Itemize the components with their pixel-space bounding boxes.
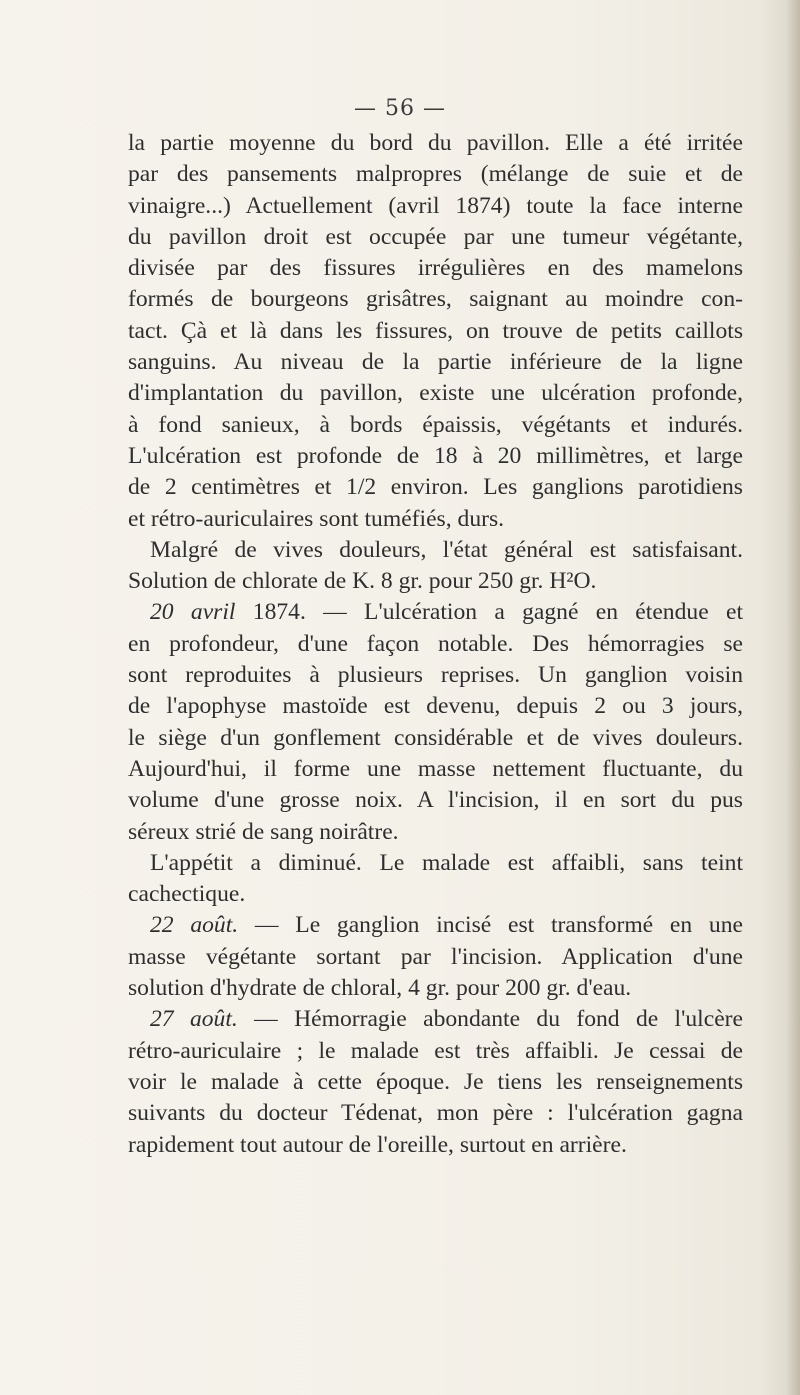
text-line: suivants du docteur Tédenat, mon père : l'ulcération gagna [128,1100,743,1127]
text-line: tact. Çà et là dans les fissures, on trouve de petits caillots [128,317,743,344]
text-line: rapidement tout autour de l'oreille, surtout en arrière. [128,1131,627,1158]
text-line: la partie moyenne du bord du pavillon. Elle a été irritée [128,130,743,156]
text-line: de l'apophyse mastoïde est devenu, depuis 2 ou 3 jours, [128,693,743,720]
text-line: en profondeur, d'une façon notable. Des hémorragies se [128,630,743,657]
text-line: 22 août. — Le ganglion incisé est transformé en une [150,912,743,939]
text-line: par des pansements malpropres (mélange de suie et de [128,161,743,188]
text-line: voir le malade à cette époque. Je tiens les renseignements [128,1068,743,1095]
paragraph-1 [128,128,743,535]
text-line: du pavillon droit est occupée par une tumeur végétante, [128,223,743,250]
paragraph-2 [128,535,743,598]
text-line: Malgré de vives douleurs, l'état général est satisfaisant. [150,536,743,563]
text-line: à fond sanieux, à bords épaissis, végétants et indurés. [128,411,743,438]
entry-date: 22 août. [150,912,239,939]
paragraph-4 [128,848,743,911]
text-line: L'ulcération est profonde de 18 à 20 millimètres, et large [128,442,743,469]
text-line: volume d'une grosse noix. A l'incision, il en sort du pus [128,787,743,814]
text-line: séreux strié de sang noirâtre. [128,818,399,845]
text-line: d'implantation du pavillon, existe une ulcération profonde, [128,380,743,407]
text-line: vinaigre...) Actuellement (avril 1874) toute la face interne [128,192,743,219]
text-line: Solution de chlorate de K. 8 gr. pour 250 gr. H²O. [128,568,597,595]
text-line: formés de bourgeons grisâtres, saignant au moindre con- [128,286,743,313]
text-line: 20 avril 1874. — L'ulcération a gagné en étendue et [150,599,744,626]
paragraph-3 [128,597,743,847]
text-line: le siège d'un gonflement considérable et de vives douleurs. [128,724,743,751]
entry-date: 20 avril [150,599,236,626]
entry-date: 27 août. [150,1006,238,1033]
text-line: solution d'hydrate de chloral, 4 gr. pour 200 gr. d'eau. [128,975,632,1002]
text-line: 27 août. — Hémorragie abondante du fond de l'ulcère [150,1006,743,1033]
paragraph-6 [128,1004,743,1160]
text-line: sanguins. Au niveau de la partie inférieure de la ligne [128,349,743,376]
body-text [128,128,743,1161]
page-number: — 56 — [354,96,446,121]
text-line: L'appétit a diminué. Le malade est affaibli, sans teint [150,849,743,876]
paragraph-5 [128,910,743,1004]
text-line: de 2 centimètres et 1/2 environ. Les ganglions parotidiens [128,474,743,501]
page-edge-shadow [786,0,800,1395]
text-line: divisée par des fissures irrégulières en des mamelons [128,255,743,282]
text-line: sont reproduites à plusieurs reprises. Un ganglion voisin [128,662,743,689]
text-line: cachectique. [128,881,246,908]
text-line: masse végétante sortant par l'incision. Application d'une [128,943,743,970]
text-line: rétro-auriculaire ; le malade est très affaibli. Je cessai de [128,1037,743,1064]
text-line: Aujourd'hui, il forme une masse nettement fluctuante, du [128,755,743,782]
text-line: et rétro-auriculaires sont tuméfiés, durs. [128,505,505,532]
